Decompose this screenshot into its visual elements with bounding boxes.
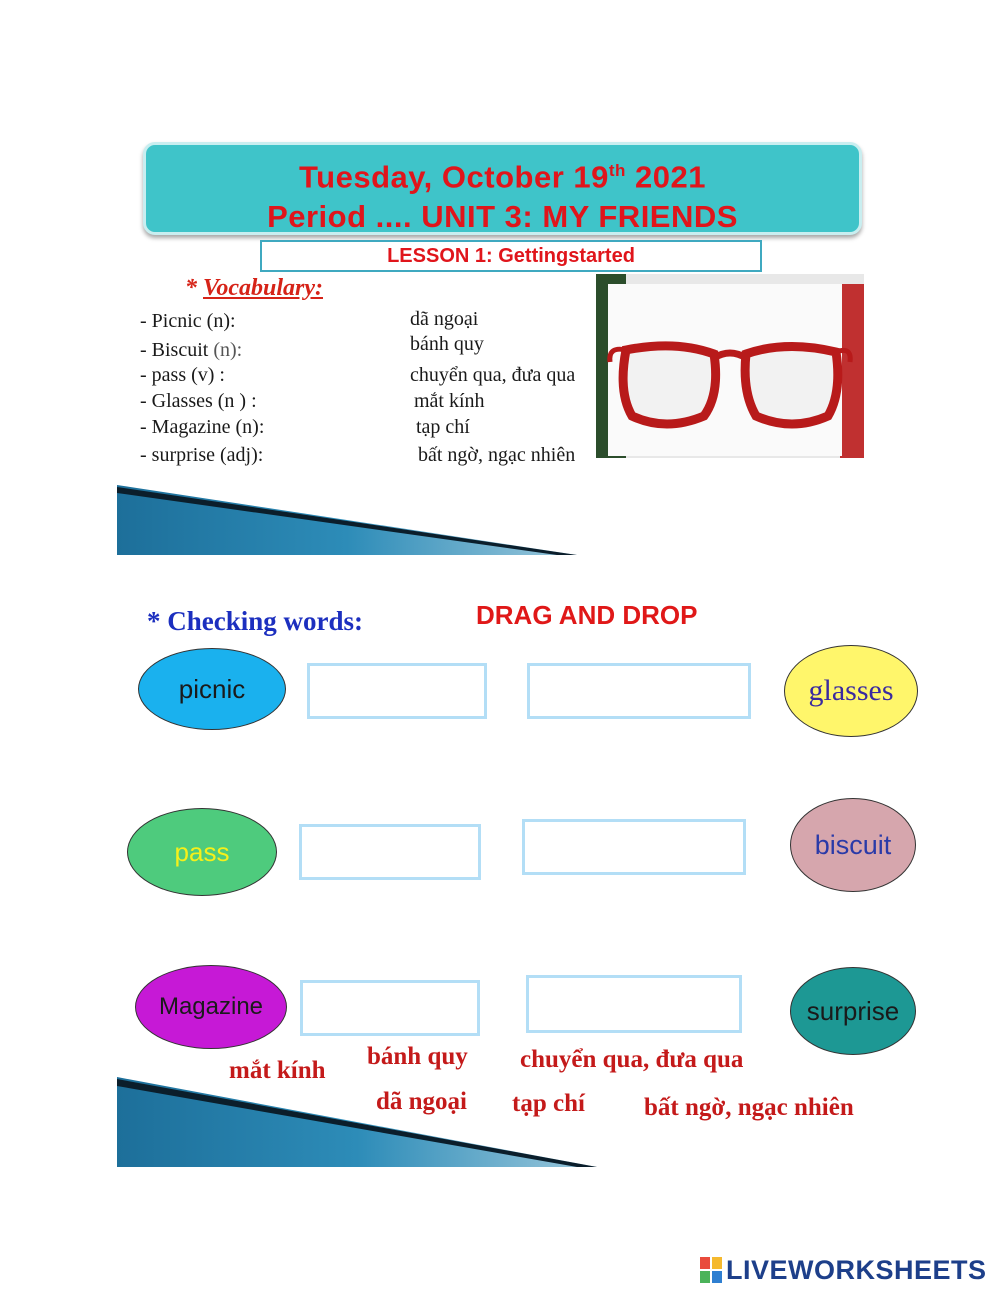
word-oval-picnic: picnic — [138, 648, 286, 730]
slide-wedge-decoration — [117, 485, 577, 557]
word-oval-surprise: surprise — [790, 967, 916, 1055]
vocab-term: - Biscuit (n): — [140, 339, 243, 361]
liveworksheets-logo — [700, 1255, 987, 1285]
answer-option[interactable]: chuyển qua, đưa qua — [520, 1046, 744, 1073]
lesson-title: LESSON 1: Gettingstarted — [260, 240, 762, 272]
vocab-term: - pass (v) : — [140, 364, 225, 386]
vocab-meaning: mắt kính — [414, 390, 485, 412]
answer-option[interactable]: bánh quy — [367, 1043, 468, 1070]
vocab-meaning: bánh quy — [410, 333, 484, 355]
vocab-meaning: dã ngoại — [410, 308, 479, 330]
drop-box[interactable] — [527, 663, 751, 719]
drop-box[interactable] — [299, 824, 481, 880]
title-line-2: Period .... UNIT 3: MY FRIENDS — [267, 199, 738, 235]
title-line-1: Tuesday, October 19th 2021 — [299, 159, 706, 195]
vocab-meaning: chuyển qua, đưa qua — [410, 364, 576, 386]
word-oval-biscuit: biscuit — [790, 798, 916, 892]
answer-option[interactable]: tạp chí — [512, 1090, 585, 1117]
drop-box[interactable] — [526, 975, 742, 1033]
checking-words-heading: * Checking words: — [147, 606, 364, 636]
drop-box[interactable] — [307, 663, 487, 719]
word-oval-glasses: glasses — [784, 645, 918, 737]
word-oval-magazine: Magazine — [135, 965, 287, 1049]
vocab-meaning: tạp chí — [416, 416, 470, 438]
drag-and-drop-instruction: DRAG AND DROP — [476, 600, 698, 630]
glasses-icon — [596, 274, 864, 458]
answer-option[interactable]: mắt kính — [229, 1057, 326, 1084]
vocabulary-heading: * Vocabulary: — [185, 275, 323, 301]
drop-box[interactable] — [522, 819, 746, 875]
vocab-term: - Magazine (n): — [140, 416, 265, 438]
liveworksheets-logo-text: LIVEWORKSHEETS — [726, 1254, 987, 1285]
glasses-picture — [596, 274, 864, 458]
vocab-term: - Glasses (n ) : — [140, 390, 257, 412]
liveworksheets-logo-icon — [700, 1257, 722, 1283]
vocab-term: - Picnic (n): — [140, 310, 236, 332]
title-banner — [143, 142, 862, 235]
vocab-meaning: bất ngờ, ngạc nhiên — [418, 444, 576, 466]
vocab-term: - surprise (adj): — [140, 444, 264, 466]
word-oval-pass: pass — [127, 808, 277, 896]
answer-option[interactable]: dã ngoại — [376, 1088, 468, 1115]
drop-box[interactable] — [300, 980, 480, 1036]
answer-option[interactable]: bất ngờ, ngạc nhiên — [644, 1094, 854, 1121]
